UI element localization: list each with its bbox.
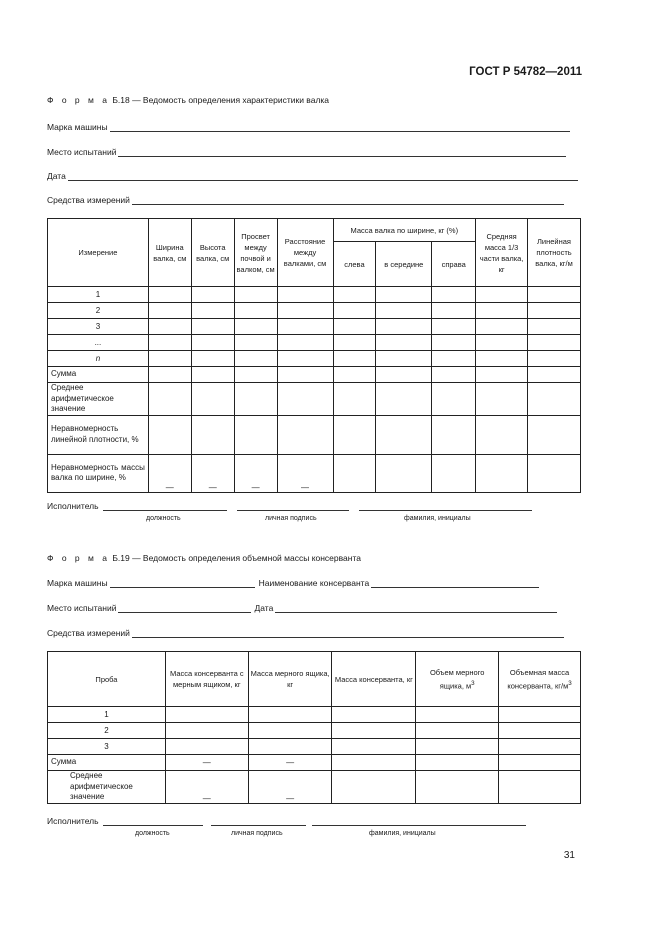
dash-cell: — [165,771,248,804]
field-label: Место испытаний [47,603,117,613]
position-fill[interactable] [103,502,227,511]
signature-fill[interactable] [211,817,306,826]
form18-forma-word: Ф о р м а [47,95,110,105]
col-linear-density: Линейная плотность валка, кг/м [528,219,581,287]
col-height: Высота валка, см [191,219,234,287]
dash-cell: — [248,771,332,804]
col-pres-mass: Масса консерванта, кг [332,652,416,707]
col-gap: Просвет между почвой и валком, см [234,219,277,287]
row-label: 1 [48,287,149,303]
col-mass-in-box: Масса консерванта с мерным ящиком, кг [165,652,248,707]
col-distance: Расстояние между валками, см [277,219,333,287]
form19-title [47,553,361,563]
form19-field-instruments [47,628,564,638]
table-row [48,287,581,303]
fill-line[interactable] [118,604,251,613]
form18-signature-line [47,501,532,511]
dash-cell: — [191,454,234,492]
col-box-volume [416,652,499,707]
dash-cell: — [234,454,277,492]
row-label-mean: Среднее арифметическое значение [48,383,149,416]
fill-line[interactable] [132,196,564,205]
form18-field-date [47,171,578,181]
position-caption: должность [146,515,181,522]
dash-cell: — [277,454,333,492]
form19-forma-word: Ф о р м а [47,553,110,563]
row-label-sum: Сумма [48,367,149,383]
field-label: Марка машины [47,578,108,588]
name-fill[interactable] [359,502,532,511]
row-label: ... [48,335,149,351]
table-row [48,454,581,492]
table-row [48,335,581,351]
field-label: Место испытаний [47,147,117,157]
row-label: 2 [48,303,149,319]
name-caption: фамилия, инициалы [369,830,436,837]
superscript-3: 3 [568,679,572,687]
fill-line[interactable] [68,172,578,181]
table-row [48,351,581,367]
row-label-uneven-mass: Неравномерность массы валка по ширине, % [48,454,149,492]
executor-label: Исполнитель [47,816,99,826]
name-caption: фамилия, инициалы [404,515,471,522]
form18-title [47,95,329,105]
row-label: 3 [48,739,166,755]
col-right: справа [432,242,476,287]
fill-line[interactable] [110,123,570,132]
fill-line[interactable] [110,579,255,588]
form18-title-text: Б.18 — Ведомость определения характеристики валка [112,95,330,105]
field-label: Наименование консерванта [258,578,370,588]
name-fill[interactable] [312,817,526,826]
position-fill[interactable] [103,817,203,826]
dash-cell: — [165,755,248,771]
executor-label: Исполнитель [47,501,99,511]
row-label: 3 [48,319,149,335]
row-label-uneven-density: Неравномерность линейной плотности, % [48,415,149,454]
table-row [48,755,581,771]
form18-table [47,218,581,493]
col-middle: в середине [376,242,432,287]
position-caption: должность [135,830,170,837]
form18-field-instruments [47,195,564,205]
signature-caption: личная подпись [265,515,317,522]
col-bulk-mass [499,652,581,707]
form19-signature-line [47,816,526,826]
col-mass-group: Масса валка по ширине, кг (%) [333,219,476,242]
form19-field-place-row [47,603,557,613]
form18-field-machine [47,122,570,132]
row-label: 2 [48,723,166,739]
fill-line[interactable] [132,629,564,638]
fill-line[interactable] [118,148,566,157]
form19-field-machine-row [47,578,539,588]
table-row [48,367,581,383]
table-row [48,383,581,416]
superscript-3: 3 [471,679,475,687]
col-avg-mass: Средняя масса 1/3 части валка, кг [476,219,528,287]
form18-field-place [47,147,566,157]
row-label-sum: Сумма [48,755,166,771]
col-width: Ширина валка, см [148,219,191,287]
row-label-mean: Среднее арифметическое значение [48,771,166,804]
field-label: Дата [254,603,274,613]
col-measurement: Измерение [48,219,149,287]
col-box-mass: Масса мерного ящика, кг [248,652,332,707]
standard-header: ГОСТ Р 54782—2011 [469,66,582,78]
fill-line[interactable] [275,604,557,613]
col-bulk-mass-text: Объемная масса консерванта, кг/м [507,667,570,691]
field-label: Средства измерений [47,628,130,638]
table-row [48,415,581,454]
page-number: 31 [563,850,575,861]
table-row [48,739,581,755]
table-row [48,723,581,739]
form19-title-text: Б.19 — Ведомость определения объемной массы консерванта [112,553,362,563]
field-label: Дата [47,171,66,181]
table-row [48,771,581,804]
table-row [48,707,581,723]
dash-cell: — [248,755,332,771]
table-row [48,303,581,319]
signature-caption: личная подпись [231,830,283,837]
form19-table [47,651,581,804]
col-left: слева [333,242,376,287]
fill-line[interactable] [371,579,539,588]
row-label: n [48,351,149,367]
col-sample: Проба [48,652,166,707]
field-label: Средства измерений [47,195,130,205]
signature-fill[interactable] [237,502,349,511]
dash-cell: — [148,454,191,492]
row-label: 1 [48,707,166,723]
field-label: Марка машины [47,122,108,132]
col-box-volume-text: Объем мерного ящика, м [429,667,485,691]
table-row [48,319,581,335]
